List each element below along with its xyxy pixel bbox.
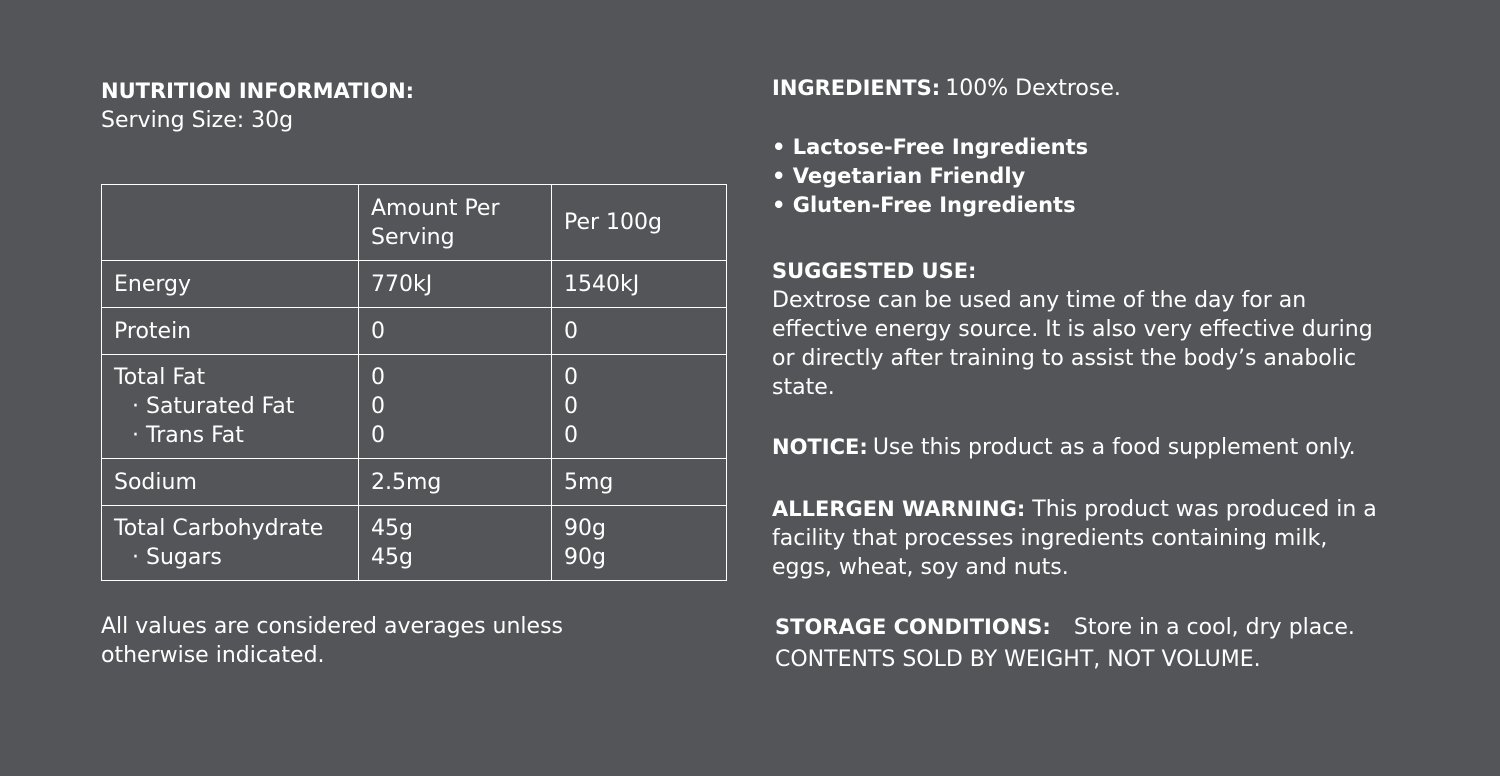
table-row bbox=[102, 459, 727, 506]
weight-note: CONTENTS SOLD BY WEIGHT, NOT VOLUME. bbox=[775, 647, 1261, 672]
storage-text: Store in a cool, dry place. bbox=[1073, 615, 1355, 640]
table-header-cell: Amount Per Serving bbox=[359, 185, 552, 261]
row-serving: 0 bbox=[371, 394, 385, 419]
suggested-use-label: SUGGESTED USE: bbox=[772, 259, 977, 283]
row-label-group bbox=[102, 355, 359, 459]
row-per100: 1540kJ bbox=[552, 261, 727, 308]
row-per100: 90g bbox=[564, 545, 606, 570]
row-per100: 90g bbox=[564, 516, 606, 541]
allergen-text: This product was produced in a facility that processes ingredients containing milk, eggs, wheat, soy and nuts. bbox=[772, 497, 1377, 580]
storage-label: STORAGE CONDITIONS: bbox=[775, 615, 1051, 639]
table-header-cell bbox=[102, 185, 359, 261]
row-serving: 770kJ bbox=[359, 261, 552, 308]
list-item: • Gluten-Free Ingredients bbox=[772, 193, 1076, 217]
table-row bbox=[102, 355, 727, 459]
ingredients-value: 100% Dextrose. bbox=[945, 76, 1121, 101]
table-row bbox=[102, 308, 727, 355]
notice bbox=[772, 432, 1472, 464]
row-label: Total Carbohydrate bbox=[114, 516, 324, 541]
row-serving: 0 bbox=[371, 365, 385, 390]
allergen-label: ALLERGEN WARNING: bbox=[772, 497, 1026, 521]
row-per100-group bbox=[552, 355, 727, 459]
table-header-cell: Per 100g bbox=[552, 185, 727, 261]
feature-list bbox=[772, 133, 1472, 220]
row-per100: 0 bbox=[552, 308, 727, 355]
row-serving: 0 bbox=[359, 308, 552, 355]
notice-label: NOTICE: bbox=[772, 435, 868, 459]
table-header-row bbox=[102, 185, 727, 261]
row-per100-group bbox=[552, 506, 727, 581]
storage-conditions bbox=[775, 612, 1475, 675]
row-serving: 45g bbox=[371, 545, 413, 570]
row-label: Sodium bbox=[102, 459, 359, 506]
table-row bbox=[102, 261, 727, 308]
row-label: Total Fat bbox=[114, 365, 206, 390]
nutrition-footnote: All values are considered averages unless otherwise indicated. bbox=[101, 614, 563, 668]
row-label: · Sugars bbox=[132, 545, 222, 570]
notice-text: Use this product as a food supplement only. bbox=[872, 435, 1356, 460]
suggested-use bbox=[772, 256, 1472, 402]
row-label: Energy bbox=[102, 261, 359, 308]
list-item: • Lactose-Free Ingredients bbox=[772, 135, 1089, 159]
row-serving-group bbox=[359, 355, 552, 459]
table-row bbox=[102, 506, 727, 581]
nutrition-heading: NUTRITION INFORMATION: bbox=[101, 79, 415, 103]
row-label: · Trans Fat bbox=[132, 423, 244, 448]
list-item: • Vegetarian Friendly bbox=[772, 164, 1026, 188]
row-label-group bbox=[102, 506, 359, 581]
row-label: Protein bbox=[102, 308, 359, 355]
ingredients-label: INGREDIENTS: bbox=[772, 76, 941, 100]
row-per100: 0 bbox=[564, 423, 578, 448]
serving-size: Serving Size: 30g bbox=[101, 108, 294, 133]
allergen-warning bbox=[772, 495, 1392, 582]
row-per100: 5mg bbox=[552, 459, 727, 506]
ingredients bbox=[772, 76, 1472, 101]
nutrition-header bbox=[101, 76, 731, 135]
row-per100: 0 bbox=[564, 394, 578, 419]
row-serving: 0 bbox=[371, 423, 385, 448]
nutrition-table bbox=[101, 184, 727, 581]
row-label: · Saturated Fat bbox=[132, 394, 295, 419]
row-serving: 45g bbox=[371, 516, 413, 541]
suggested-use-text: Dextrose can be used any time of the day for an effective energy source. It is also very effective during or directly after training to assist the body’s anabolic state. bbox=[772, 288, 1373, 400]
row-serving: 2.5mg bbox=[359, 459, 552, 506]
row-serving-group bbox=[359, 506, 552, 581]
row-per100: 0 bbox=[564, 365, 578, 390]
